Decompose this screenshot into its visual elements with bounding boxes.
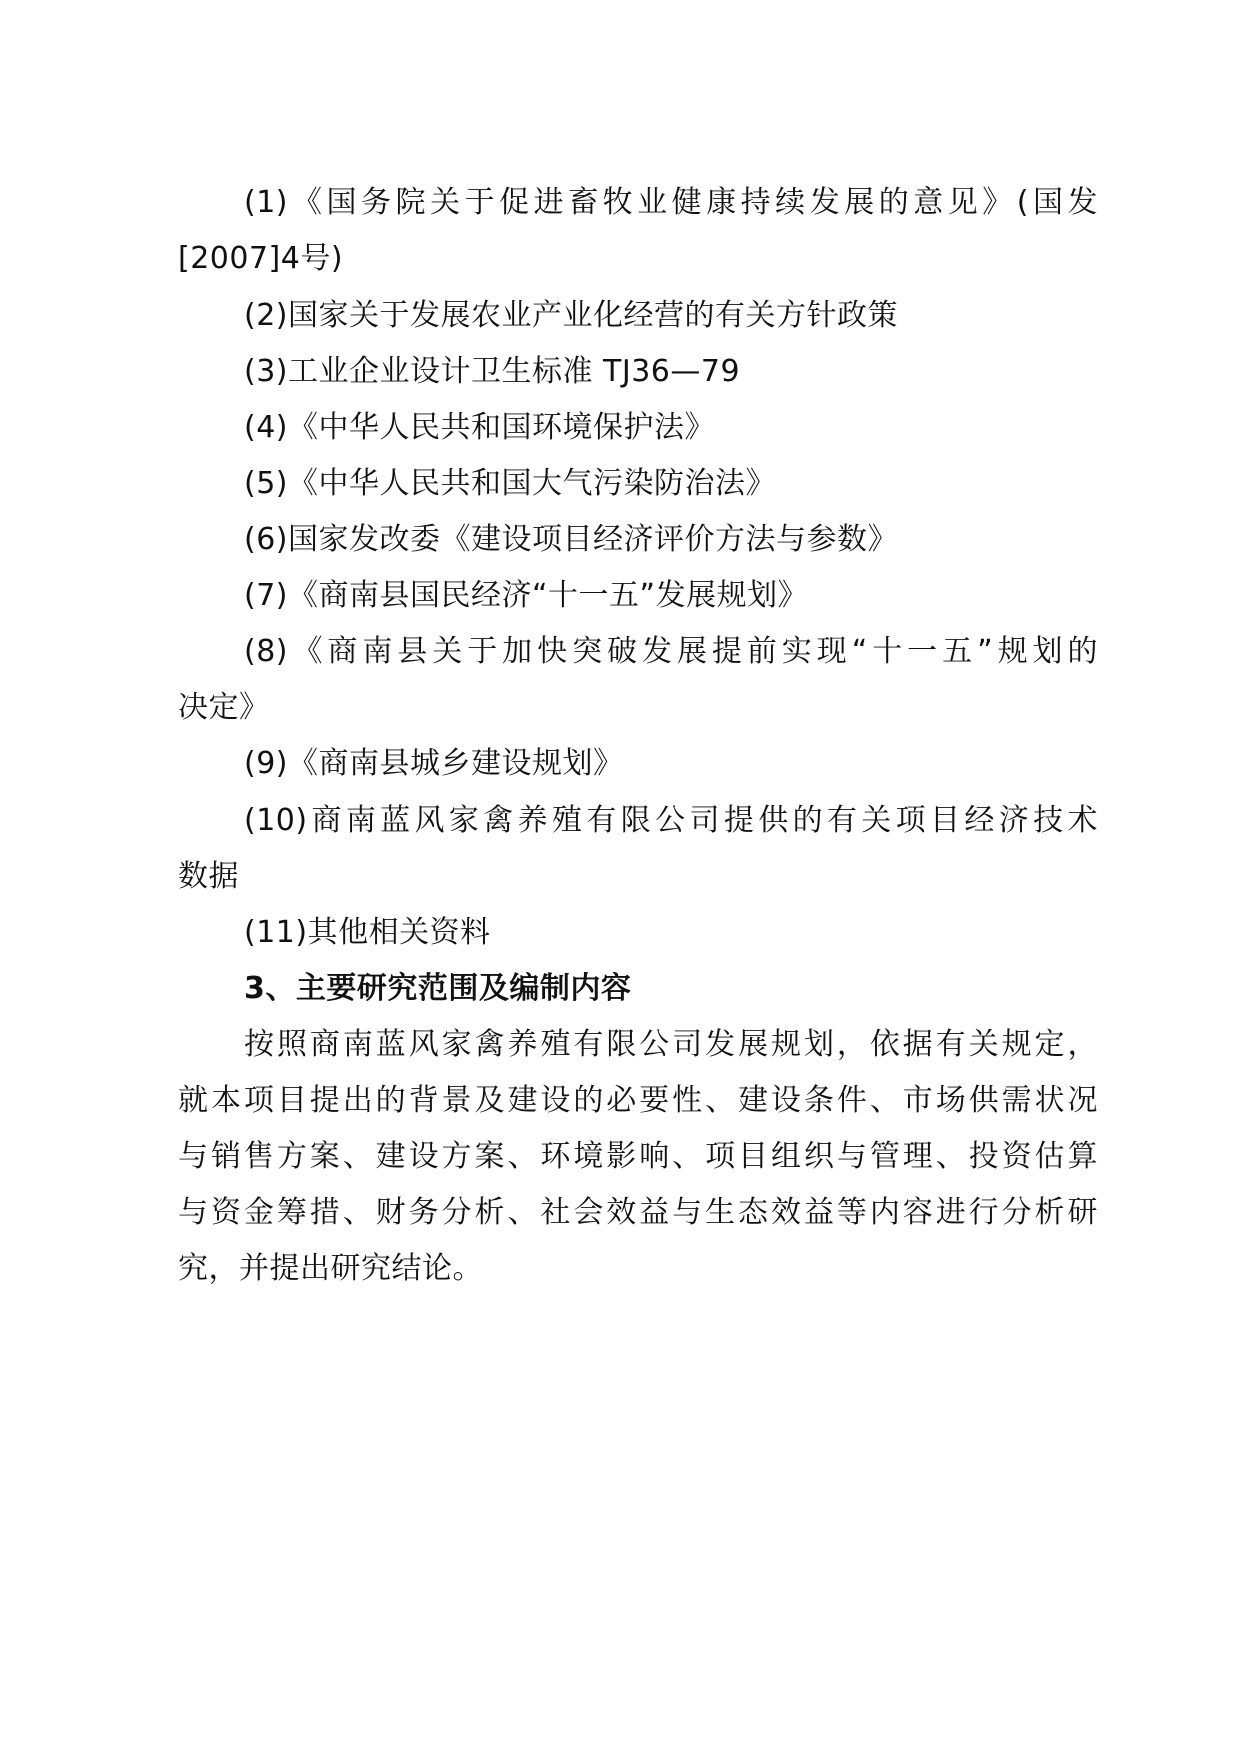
reference-item-10-line-2: 数据	[178, 859, 239, 894]
reference-item-8-line-1: (8)《商南县关于加快突破发展提前实现“十一五”规划的	[244, 634, 1098, 669]
reference-item-2: (2)国家关于发展农业产业化经营的有关方针政策	[244, 298, 898, 333]
reference-item-7: (7)《商南县国民经济“十一五”发展规划》	[244, 578, 809, 613]
reference-item-10-line-1: (10)商南蓝风家禽养殖有限公司提供的有关项目经济技术	[244, 803, 1098, 838]
section-heading: 3、主要研究范围及编制内容	[244, 971, 632, 1006]
reference-item-9: (9)《商南县城乡建设规划》	[244, 746, 624, 781]
document-page	[178, 0, 1098, 1754]
reference-item-4: (4)《中华人民共和国环境保护法》	[244, 410, 715, 445]
paragraph-line-4: 与资金筹措、财务分析、社会效益与生态效益等内容进行分析研	[178, 1195, 1098, 1230]
reference-item-5: (5)《中华人民共和国大气污染防治法》	[244, 466, 776, 501]
paragraph-line-2: 就本项目提出的背景及建设的必要性、建设条件、市场供需状况	[178, 1083, 1098, 1118]
reference-item-1-line-2: [2007]4号)	[178, 241, 344, 276]
reference-item-3: (3)工业企业设计卫生标准 TJ36—79	[244, 354, 741, 389]
reference-item-8-line-2: 决定》	[178, 690, 270, 725]
reference-item-11: (11)其他相关资料	[244, 915, 491, 950]
paragraph-line-5: 究，并提出研究结论。	[178, 1251, 483, 1286]
paragraph-line-1: 按照商南蓝风家禽养殖有限公司发展规划，依据有关规定，	[244, 1027, 1098, 1062]
reference-item-6: (6)国家发改委《建设项目经济评价方法与参数》	[244, 522, 898, 557]
reference-item-1-line-1: (1)《国务院关于促进畜牧业健康持续发展的意见》(国发	[244, 185, 1098, 220]
paragraph-line-3: 与销售方案、建设方案、环境影响、项目组织与管理、投资估算	[178, 1139, 1098, 1174]
